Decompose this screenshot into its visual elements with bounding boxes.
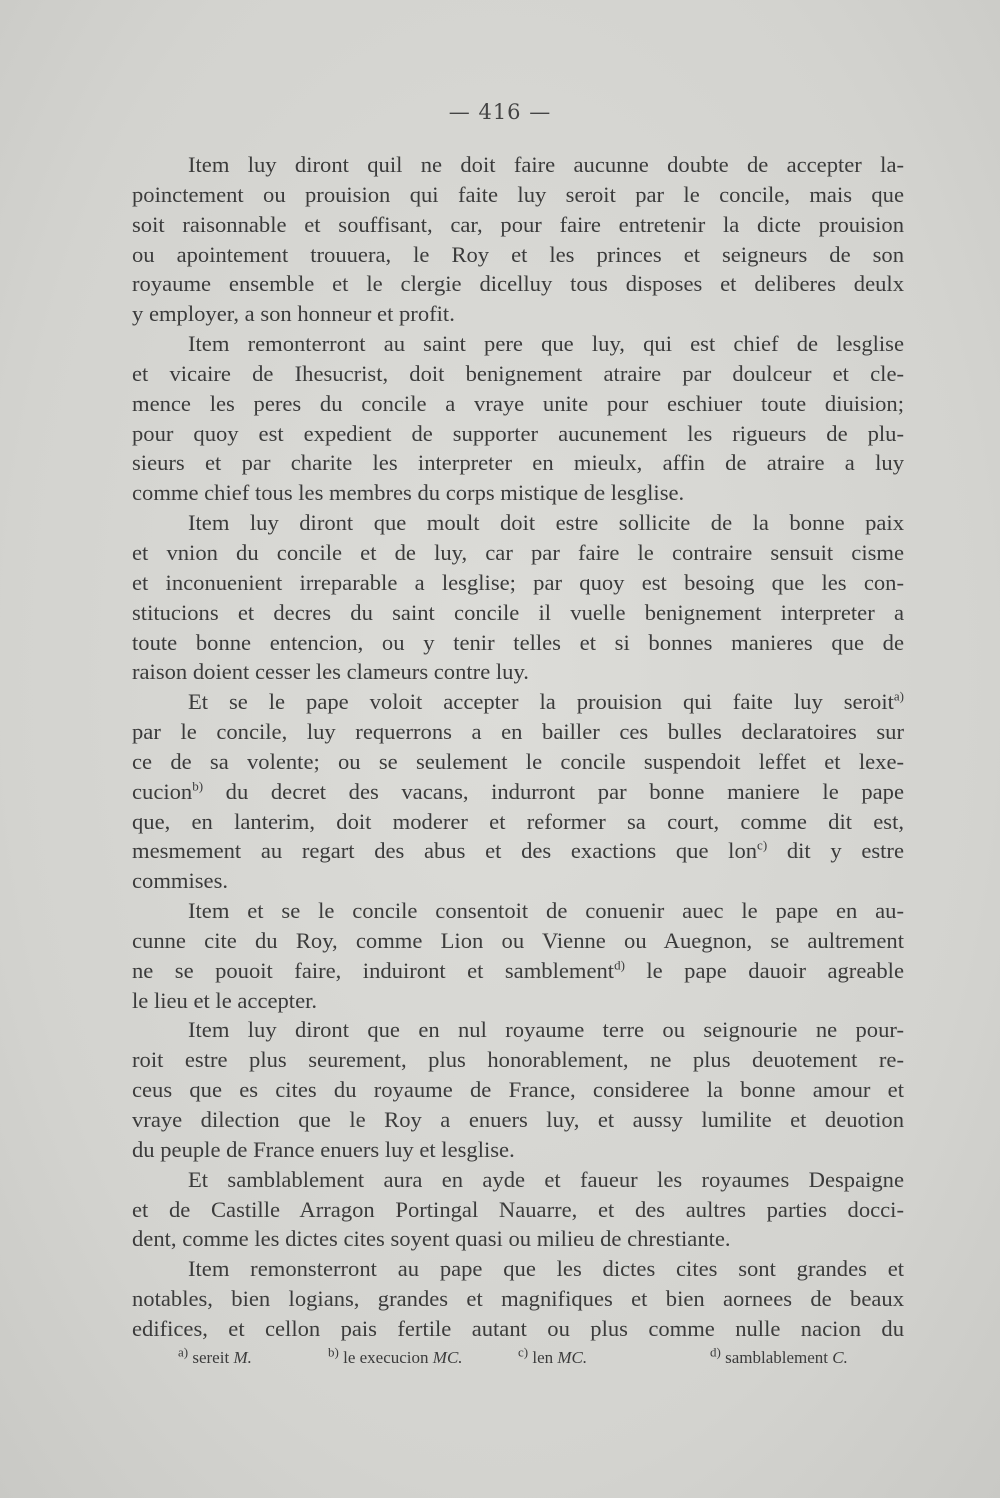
footnote: $^{b)}$ le execucion MC. bbox=[328, 1344, 463, 1367]
text-line: edifices, et cellon pais fertile autant ou plus comme nulle nacion du bbox=[132, 1315, 904, 1341]
text-line: roit estre plus seurement, plus honorablement, ne plus deuotement re- bbox=[132, 1047, 904, 1073]
text-line: commises. bbox=[132, 868, 229, 894]
text-line: ne se pouoit faire, induiront et samblement$^{d)}$ le pape dauoir agreable bbox=[132, 957, 904, 983]
body-text bbox=[132, 150, 904, 1344]
footnote-ref: a) bbox=[893, 688, 904, 704]
text-line: poinctement ou prouision qui faite luy seroit par le concile, mais que bbox=[132, 181, 904, 207]
text-line: y employer, a son honneur et profit. bbox=[132, 301, 455, 327]
text-line: vraye dilection que le Roy a enuers luy, et aussy lumilite et deuotion bbox=[132, 1107, 904, 1132]
footnote: $^{a)}$ sereit M. bbox=[178, 1344, 252, 1367]
text-line: Item remonsterront au pape que les dictes cites sont grandes et bbox=[188, 1256, 904, 1282]
text-line: cunne cite du Roy, comme Lion ou Vienne ou Auegnon, se aultrement bbox=[132, 927, 904, 953]
text-line: Item remonterront au saint pere que luy, qui est chief de lesglise bbox=[188, 331, 904, 357]
text-line: comme chief tous les membres du corps mistique de lesglise. bbox=[132, 480, 685, 506]
text-line: et inconuenient irreparable a lesglise; par quoy est besoing que les con- bbox=[132, 569, 904, 595]
text-line: et vnion du concile et de luy, car par faire le contraire sensuit cisme bbox=[132, 539, 904, 565]
text-line: le lieu et le accepter. bbox=[132, 987, 318, 1013]
text-line: soit raisonnable et souffisant, car, pour faire entretenir la dicte prouision bbox=[132, 211, 904, 237]
text-line: sieurs et par charite les interpreter en mieulx, affin de atraire a luy bbox=[132, 450, 904, 476]
text-line: mence les peres du concile a vraye unite pour eschiuer toute diuision; bbox=[132, 390, 904, 416]
footnote-ref: c) bbox=[757, 837, 768, 853]
footnote-ref: d) bbox=[614, 957, 625, 973]
footnote-ref: b) bbox=[192, 778, 204, 794]
text-line: Item et se le concile consentoit de conuenir auec le pape en au- bbox=[188, 898, 904, 924]
text-line: notables, bien logians, grandes et magnifiques et bien aornees de beaux bbox=[132, 1286, 904, 1312]
text-line: du peuple de France enuers luy et lesglise. bbox=[132, 1136, 515, 1162]
text-line: Et samblablement aura en ayde et faueur les royaumes Despaigne bbox=[188, 1166, 904, 1192]
footnote: $^{c)}$ len MC. bbox=[518, 1344, 588, 1367]
footnote: $^{d)}$ samblablement C. bbox=[710, 1344, 848, 1367]
text-line: raison doient cesser les clameurs contre luy. bbox=[132, 659, 529, 685]
text-line: par le concile, luy requerrons a en bailler ces bulles declaratoires sur bbox=[132, 719, 904, 745]
text-line: ce de sa volente; ou se seulement le concile suspendoit leffet et lexe- bbox=[132, 748, 904, 774]
text-line: Item luy diront que en nul royaume terre ou seignourie ne pour- bbox=[188, 1017, 904, 1043]
text-line: Item luy diront quil ne doit faire aucunne doubte de accepter la- bbox=[188, 152, 904, 177]
text-line: mesmement au regart des abus et des exactions que lon$^{c)}$ dit y estre bbox=[132, 837, 904, 864]
text-line: pour quoy est expedient de supporter aucunement les rigueurs de plu- bbox=[132, 420, 904, 446]
text-line: stitucions et decres du saint concile il vuelle benignement interpreter a bbox=[132, 599, 904, 625]
text-line: dent, comme les dictes cites soyent quasi ou milieu de chrestiante. bbox=[132, 1226, 731, 1252]
text-line: ceus que es cites du royaume de France, consideree la bonne amour et bbox=[132, 1077, 904, 1103]
text-line: que, en lanterim, doit moderer et reformer sa court, comme dit est, bbox=[132, 808, 904, 834]
text-line: royaume ensemble et le clergie dicelluy tous disposes et deliberes deulx bbox=[132, 271, 904, 297]
text-line: cucion$^{b)}$ du decret des vacans, indurront par bonne maniere le pape bbox=[132, 778, 904, 804]
text-line: toute bonne entencion, ou y tenir telles et si bonnes manieres que de bbox=[132, 629, 904, 655]
text-line: Et se le pape voloit accepter la prouision qui faite luy seroit$^{a)}$ bbox=[188, 688, 904, 715]
text-line: ou apointement trouuera, le Roy et les princes et seigneurs de son bbox=[132, 241, 904, 267]
text-line: et de Castille Arragon Portingal Nauarre, et des aultres parties docci- bbox=[132, 1196, 904, 1222]
text-line: Item luy diront que moult doit estre sollicite de la bonne paix bbox=[188, 510, 904, 536]
page-number: — 416 — bbox=[448, 100, 552, 124]
text-line: et vicaire de Ihesucrist, doit benignement atraire par doulceur et cle- bbox=[132, 360, 904, 386]
